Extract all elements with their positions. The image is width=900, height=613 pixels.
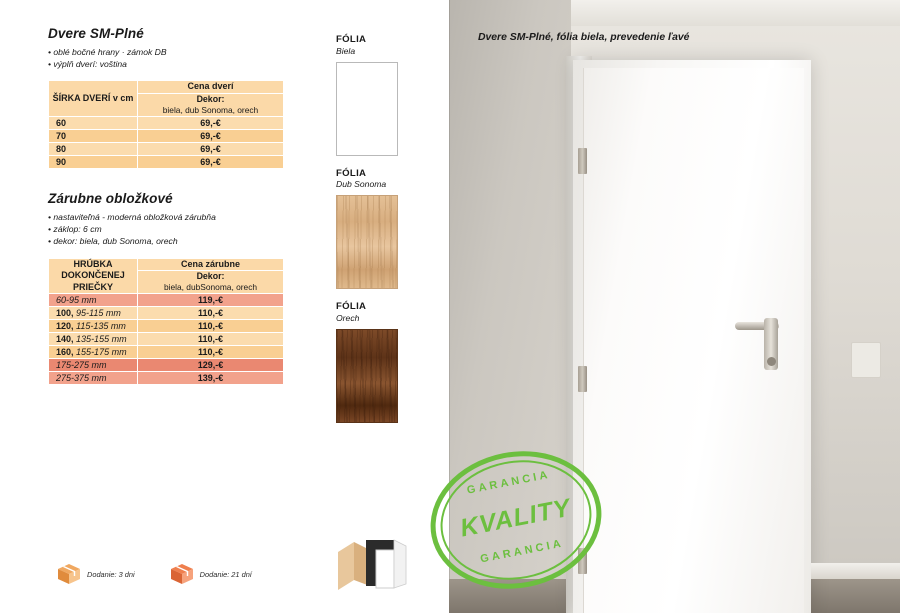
table-row	[49, 156, 284, 169]
folia-title-1: FÓLIA	[336, 34, 367, 45]
frames-col2-header: Cena zárubne	[138, 258, 284, 270]
frames-price-4: 110,-€	[138, 333, 284, 346]
frames-bullet-1: • nastaviteľná - moderná obložková zárubňa	[48, 211, 288, 223]
frames-price-1: 119,-€	[138, 294, 284, 307]
doors-price-3: 69,-€	[138, 143, 284, 156]
doors-bullet-1: • oblé bočné hrany · zámok DB	[48, 46, 288, 58]
frames-price-3: 110,-€	[138, 320, 284, 333]
stamp-top-text: GARANCIA	[465, 468, 552, 497]
folia-swatch-biela	[336, 62, 398, 156]
table-row	[49, 143, 284, 156]
frames-thickness-3: 120, 115-135 mm	[49, 320, 138, 333]
frames-price-2: 110,-€	[138, 307, 284, 320]
frames-price-6: 129,-€	[138, 359, 284, 372]
folia-dub-sonoma	[336, 168, 432, 290]
frames-col1-header: HRÚBKA DOKONČENEJ PRIEČKY	[49, 258, 138, 294]
table-row	[49, 130, 284, 143]
table-row	[49, 333, 284, 346]
doors-price-2: 69,-€	[138, 130, 284, 143]
doors-width-1: 60	[49, 117, 138, 130]
photo-ceiling	[571, 0, 900, 26]
table-row	[49, 294, 284, 307]
left-column	[48, 26, 288, 385]
frames-thickness-4: 140, 135-155 mm	[49, 333, 138, 346]
box-icon	[56, 562, 82, 586]
doors-bullet-2: • výplň dverí: voština	[48, 58, 288, 70]
doors-width-3: 80	[49, 143, 138, 156]
delivery-item-21-days	[169, 562, 252, 586]
folia-name-2: Dub Sonoma	[336, 179, 387, 190]
photo-wall-outlet	[851, 342, 881, 378]
folia-swatch-orech	[336, 329, 398, 423]
folia-name-3: Orech	[336, 312, 360, 323]
stamp-main-text: KVALITY	[457, 493, 574, 543]
folie-column	[336, 34, 432, 435]
photo-keyhole	[767, 357, 776, 366]
doors-dekor-value: biela, dub Sonoma, orech	[162, 105, 259, 116]
box-icon	[169, 562, 195, 586]
doors-price-1: 69,-€	[138, 117, 284, 130]
frames-section-title: Zárubne obložkové	[48, 191, 173, 206]
frames-bullet-list	[48, 211, 288, 248]
frames-dekor-value: biela, dubSonoma, orech	[163, 282, 258, 293]
doors-bullet-list	[48, 46, 288, 70]
folia-orech	[336, 301, 432, 423]
doors-col2-header: Cena dverí	[138, 81, 284, 93]
doors-width-4: 90	[49, 156, 138, 169]
doors-price-4: 69,-€	[138, 156, 284, 169]
doors-col1-header: ŠÍRKA DVERÍ v cm	[49, 81, 138, 117]
delivery-info	[56, 562, 252, 586]
frames-thickness-1: 60-95 mm	[49, 294, 138, 307]
frames-thickness-6: 175-275 mm	[49, 359, 138, 372]
table-row	[49, 320, 284, 333]
doors-width-2: 70	[49, 130, 138, 143]
frame-profile-illustration	[336, 534, 410, 594]
table-row	[49, 346, 284, 359]
frames-bullet-2: • záklop: 6 cm	[48, 223, 288, 235]
stamp-bottom-text: GARANCIA	[479, 537, 565, 566]
table-row	[49, 359, 284, 372]
photo-door-hinge-top	[578, 148, 587, 174]
table-row	[49, 372, 284, 385]
doors-dekor-label: Dekor:	[196, 93, 225, 104]
frames-col2-subheader	[138, 270, 284, 293]
folia-swatch-dub-sonoma	[336, 195, 398, 289]
photo-skirting-board	[811, 563, 900, 579]
folia-title-3: FÓLIA	[336, 301, 367, 313]
photo-door-hinge-middle	[578, 366, 587, 392]
frames-dekor-label: Dekor:	[196, 270, 225, 281]
delivery-label-2: Dodanie: 21 dní	[199, 569, 252, 579]
frames-thickness-7: 275-375 mm	[49, 372, 138, 385]
frames-thickness-5: 160, 155-175 mm	[49, 346, 138, 359]
delivery-label-1: Dodanie: 3 dni	[87, 569, 135, 579]
frames-bullet-3: • dekor: biela, dub Sonoma, orech	[48, 235, 288, 247]
folia-biela	[336, 34, 432, 156]
frames-price-table	[48, 258, 284, 386]
table-row	[49, 117, 284, 130]
delivery-item-3-days	[56, 562, 135, 586]
photo-caption: Dvere SM-Plné, fólia biela, prevedenie ľavé	[478, 32, 690, 43]
folia-name-1: Biela	[336, 45, 356, 56]
frames-price-7: 139,-€	[138, 372, 284, 385]
table-row	[49, 307, 284, 320]
table-header-row	[49, 258, 284, 270]
doors-price-table	[48, 80, 284, 169]
frames-price-5: 110,-€	[138, 346, 284, 359]
folia-title-2: FÓLIA	[336, 167, 367, 179]
table-header-row	[49, 81, 284, 93]
frames-thickness-2: 100, 95-115 mm	[49, 307, 138, 320]
doors-col2-subheader	[138, 93, 284, 116]
doors-section-title: Dvere SM-Plné	[48, 26, 144, 41]
